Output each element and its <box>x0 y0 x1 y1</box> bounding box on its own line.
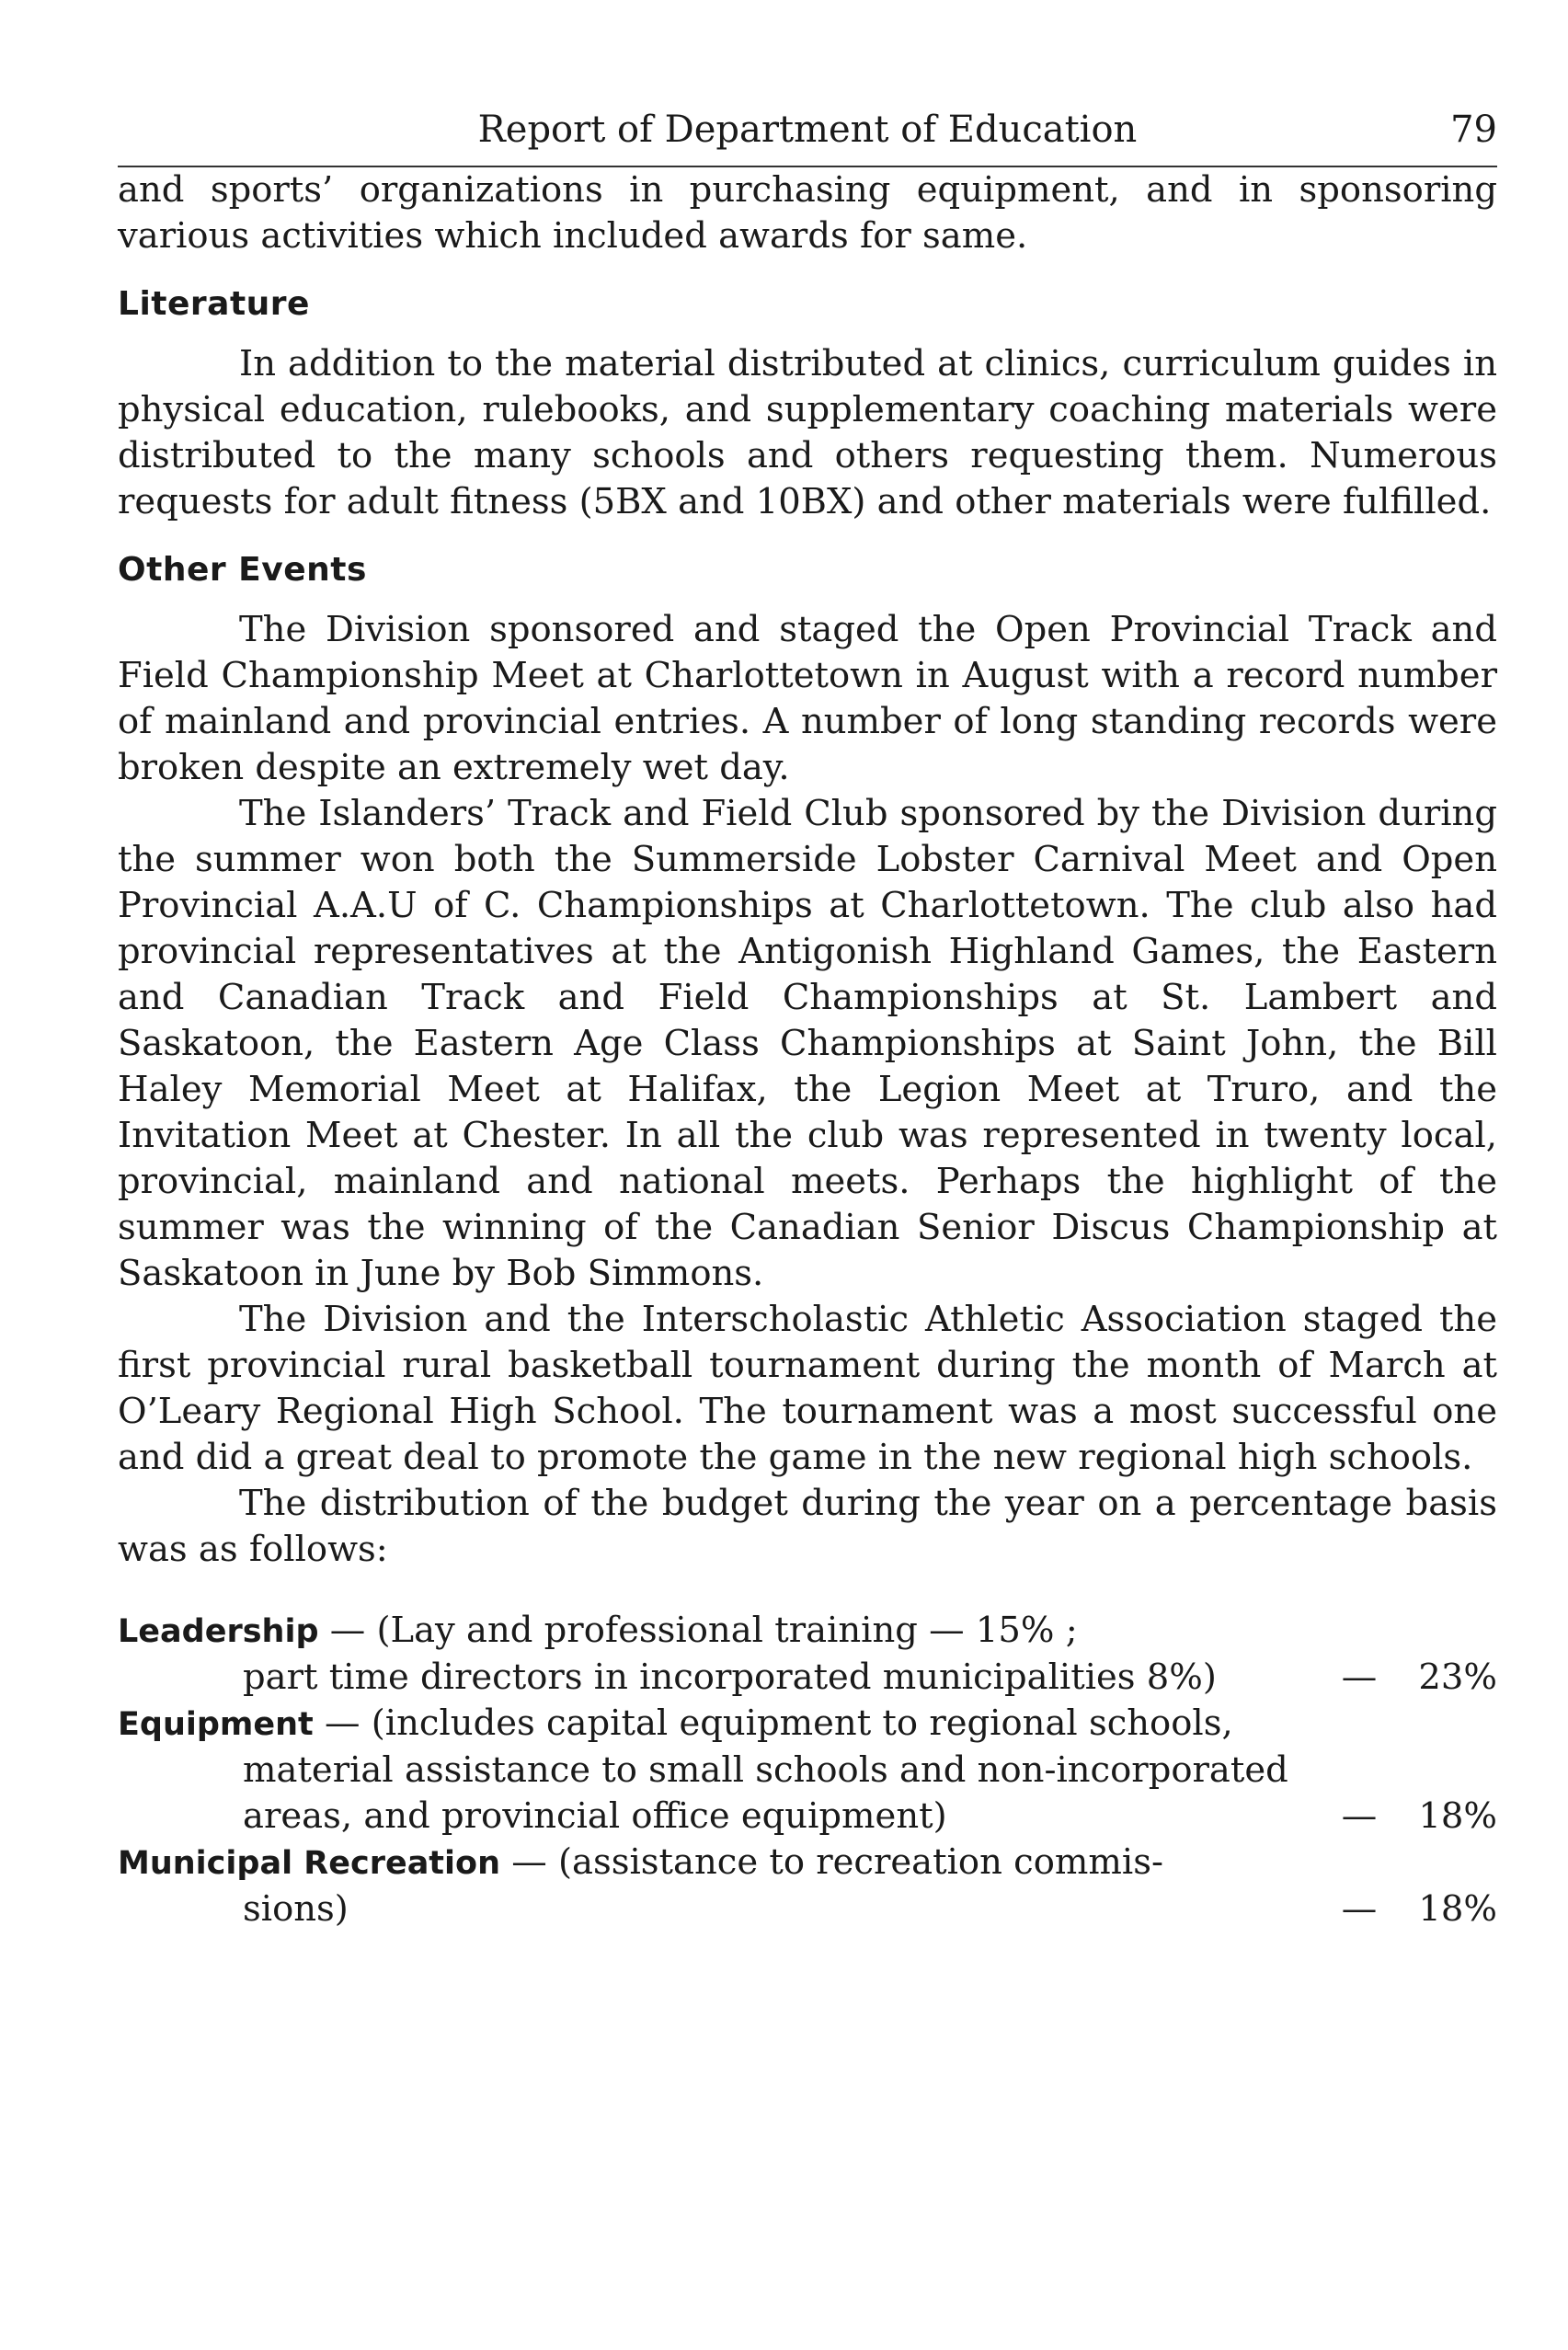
literature-paragraph: In addition to the material distributed at clinics, curriculum guides in physical education, rulebooks, and supplementary coaching materials were distributed to the many schools and others requesting them. Numerous requests for adult fitness (5BX and 10BX) and other materials were fulfilled. <box>118 343 1497 522</box>
budget-line1: — (Lay and professional training — 15% ; <box>318 1610 1078 1651</box>
budget-line1: — (includes capital equipment to regional schools, <box>313 1702 1233 1744</box>
header-title: Report of Department of Education <box>477 109 1138 151</box>
budget-dash: — <box>1341 1888 1378 1930</box>
budget-line2: material assistance to small schools and non-incorporated areas, and provincial office equipment) <box>243 1749 1288 1837</box>
budget-percent: 18% <box>1418 1795 1497 1837</box>
events-paragraph-3: The Division and the Interscholastic Athletic Association staged the first provincial rural basketball tournament during the month of March at O’Leary Regional High School. The tournament was a most successful one and did a great deal to promote the game in the new regional high schools. <box>118 1299 1497 1478</box>
budget-label: Municipal Recreation <box>118 1845 501 1882</box>
budget-item-equipment <box>118 1701 1497 1840</box>
other-events-heading: Other Events <box>118 551 367 589</box>
budget-intro-paragraph: The distribution of the budget during the year on a percentage basis was as follows: <box>118 1483 1497 1570</box>
budget-percent: 23% <box>1418 1656 1497 1698</box>
budget-label: Equipment <box>118 1706 314 1743</box>
page-number: 79 <box>1450 109 1497 151</box>
budget-list <box>118 1608 1497 1932</box>
running-header <box>118 101 1497 167</box>
budget-item-municipal-recreation <box>118 1840 1497 1932</box>
events-paragraph-1: The Division sponsored and staged the Open Provincial Track and Field Championship Meet at Charlottetown in August with a record number of mainland and provincial entries. A number of long standing records were broken despite an extremely wet day. <box>118 609 1497 788</box>
budget-line2: sions) <box>243 1888 349 1930</box>
events-paragraph-2: The Islanders’ Track and Field Club sponsored by the Division during the summer won both the Summerside Lobster Carnival Meet and Open Provincial A.A.U of C. Championships at Charlottetown. The club also had provincial representatives at the Antigonish Highland Games, the Eastern and Canadian Track and Field Championships at St. Lambert and Saskatoon, the Eastern Age Class Championships at Saint John, the Bill Haley Memorial Meet at Halifax, the Legion Meet at Truro, and the Invitation Meet at Chester. In all the club was represented in twenty local, provincial, mainland and national meets. Perhaps the highlight of the summer was the winning of the Canadian Senior Discus Championship at Saskatoon in June by Bob Simmons. <box>118 793 1497 1294</box>
budget-dash: — <box>1341 1795 1378 1837</box>
page <box>118 101 1497 1932</box>
budget-label: Leadership <box>118 1613 319 1650</box>
budget-line2: part time directors in incorporated municipalities 8%) <box>243 1656 1217 1698</box>
intro-paragraph: and sports’ organizations in purchasing equipment, and in sponsoring various activities which included awards for same. <box>118 169 1497 257</box>
budget-percent: 18% <box>1418 1888 1497 1930</box>
budget-line1: — (assistance to recreation commis- <box>500 1841 1163 1883</box>
budget-dash: — <box>1341 1656 1378 1698</box>
budget-item-leadership <box>118 1608 1497 1701</box>
literature-heading: Literature <box>118 285 310 323</box>
